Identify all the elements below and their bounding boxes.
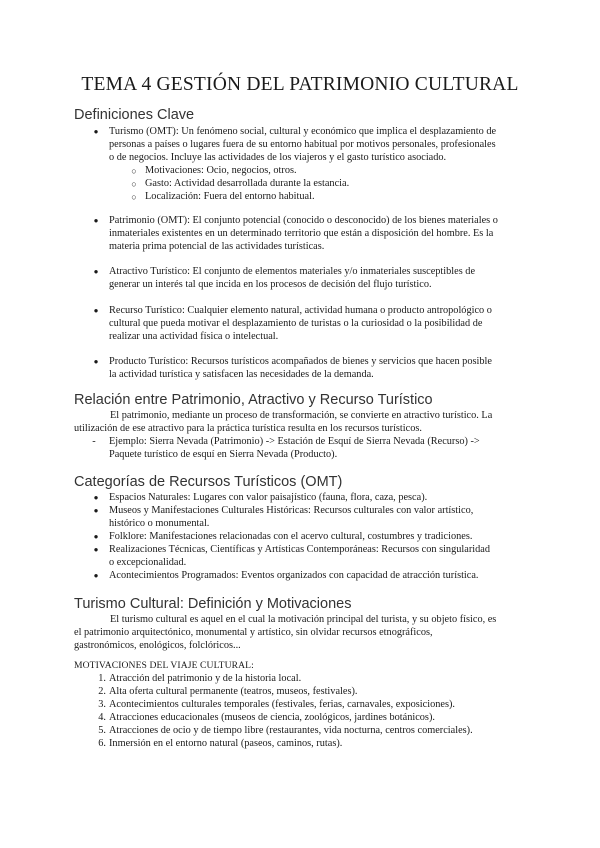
categoria-acontecimientos: Acontecimientos Programados: Eventos organizados con capacidad de atracción turística. bbox=[109, 570, 479, 581]
page-title: TEMA 4 GESTIÓN DEL PATRIMONIO CULTURAL bbox=[81, 74, 519, 95]
bullet-icon: ● bbox=[93, 532, 99, 541]
bullet-icon: ● bbox=[93, 267, 99, 276]
list-number: 5. bbox=[98, 725, 106, 736]
definicion-patrimonio: Patrimonio (OMT): El conjunto potencial (conocido o desconocido) de los bienes materiales o inmateriales existentes en un determinado territorio que están a disposición del hombre. Es la materia prima potencial de las actividades turísticas. bbox=[109, 215, 498, 252]
motivacion-item: Inmersión en el entorno natural (paseos, caminos, rutas). bbox=[109, 738, 343, 749]
list-number: 2. bbox=[98, 686, 106, 697]
subitem-gasto: Gasto: Actividad desarrollada durante la estancia. bbox=[145, 178, 350, 189]
categoria-espacios-naturales: Espacios Naturales: Lugares con valor paisajístico (fauna, flora, caza, pesca). bbox=[109, 492, 428, 503]
bullet-icon: ● bbox=[93, 493, 99, 502]
definicion-producto: Producto Turístico: Recursos turísticos acompañados de bienes y servicios que hacen posible la actividad turística y satisfacen las necesidades de la demanda. bbox=[109, 356, 492, 380]
definicion-recurso: Recurso Turístico: Cualquier elemento natural, actividad humana o producto antropológico o cultural que pueda motivar el desplazamiento de turistas o la curiosidad o la posibilidad de realizar una actividad física o intelectual. bbox=[109, 305, 492, 342]
motivacion-item: Atracciones educacionales (museos de ciencia, zoológicos, jardines botánicos). bbox=[109, 712, 435, 723]
heading-relacion: Relación entre Patrimonio, Atractivo y Recurso Turístico bbox=[74, 392, 433, 408]
motivacion-item: Acontecimientos culturales temporales (festivales, ferias, carnavales, exposiciones). bbox=[109, 699, 455, 710]
bullet-icon: ● bbox=[93, 216, 99, 225]
list-number: 6. bbox=[98, 738, 106, 749]
motivacion-item: Atracciones de ocio y de tiempo libre (restaurantes, vida nocturna, centros comerciales). bbox=[109, 725, 473, 736]
categoria-folklore: Folklore: Manifestaciones relacionadas con el acervo cultural, costumbres y tradiciones. bbox=[109, 531, 473, 542]
motivaciones-label: MOTIVACIONES DEL VIAJE CULTURAL: bbox=[74, 660, 254, 671]
subitem-motivaciones: Motivaciones: Ocio, negocios, otros. bbox=[145, 165, 297, 176]
motivacion-item: Atracción del patrimonio y de la historia local. bbox=[109, 673, 302, 684]
subitem-localizacion: Localización: Fuera del entorno habitual. bbox=[145, 191, 315, 202]
bullet-icon: ● bbox=[93, 357, 99, 366]
heading-categorias: Categorías de Recursos Turísticos (OMT) bbox=[74, 474, 343, 490]
circle-bullet-icon: ○ bbox=[131, 166, 137, 176]
categoria-museos: Museos y Manifestaciones Culturales Históricas: Recursos culturales con valor artístico, histórico o monumental. bbox=[109, 505, 474, 529]
turismo-cultural-paragraph: El turismo cultural es aquel en el cual la motivación principal del turista, y su objeto físico, es el patrimonio arquitectónico, monumental y artístico, sin olvidar recursos etnográficos, gastronómicos, enológicos, folclóricos... bbox=[74, 614, 497, 651]
heading-turismo-cultural: Turismo Cultural: Definición y Motivaciones bbox=[74, 596, 352, 612]
definicion-turismo: Turismo (OMT): Un fenómeno social, cultural y económico que implica el desplazamiento de personas a países o lugares fuera de su entorno habitual por motivos personales, profesionales o de negocios. Incluye las actividades de los viajeros y el gasto turístico asociado. bbox=[109, 126, 497, 163]
bullet-icon: ● bbox=[93, 306, 99, 315]
circle-bullet-icon: ○ bbox=[131, 192, 137, 202]
categoria-realizaciones: Realizaciones Técnicas, Científicas y Artísticas Contemporáneas: Recursos con singularidad o excepcionalidad. bbox=[109, 544, 490, 568]
definicion-atractivo: Atractivo Turístico: El conjunto de elementos materiales y/o inmateriales susceptibles de generar un interés tal que incida en los procesos de decisión del flujo turístico. bbox=[109, 266, 476, 290]
bullet-icon: ● bbox=[93, 545, 99, 554]
list-number: 4. bbox=[98, 712, 106, 723]
heading-definiciones: Definiciones Clave bbox=[74, 107, 195, 123]
circle-bullet-icon: ○ bbox=[131, 179, 137, 189]
bullet-icon: ● bbox=[93, 571, 99, 580]
dash-icon: - bbox=[92, 436, 96, 447]
motivacion-item: Alta oferta cultural permanente (teatros, museos, festivales). bbox=[109, 686, 358, 697]
bullet-icon: ● bbox=[93, 506, 99, 515]
relacion-ejemplo: Ejemplo: Sierra Nevada (Patrimonio) -> Estación de Esquí de Sierra Nevada (Recurso) -> Paquete turístico de esquí en Sierra Nevada (Producto). bbox=[109, 436, 480, 460]
list-number: 1. bbox=[98, 673, 106, 684]
list-number: 3. bbox=[98, 699, 106, 710]
relacion-paragraph: El patrimonio, mediante un proceso de transformación, se convierte en atractivo turístico. La utilización de ese atractivo para la práctica turística resulta en los recursos turísticos. bbox=[74, 410, 493, 434]
bullet-icon: ● bbox=[93, 127, 99, 136]
